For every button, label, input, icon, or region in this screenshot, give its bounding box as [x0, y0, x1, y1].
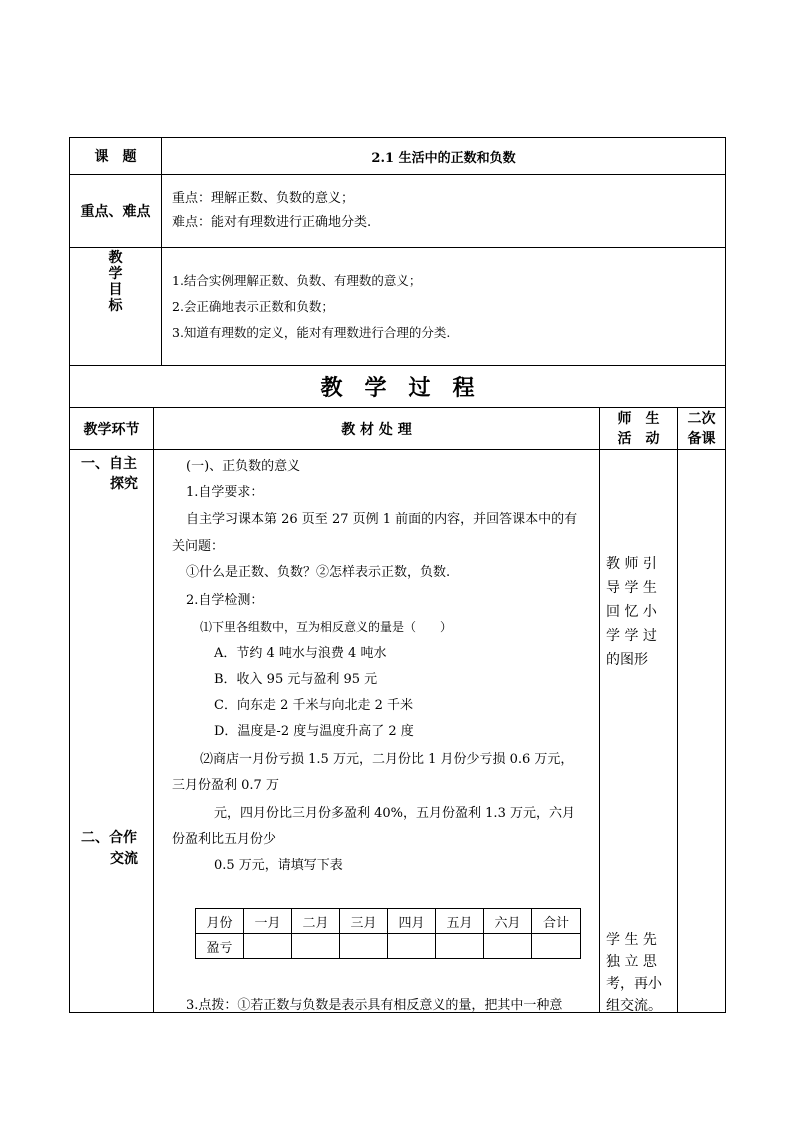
- topic-label: 课 题: [70, 138, 162, 175]
- goal-item: 3.知道有理数的定义，能对有理数进行合理的分类.: [172, 324, 451, 340]
- profit-value-cell[interactable]: [244, 934, 292, 959]
- q1: ⑴下里各组数中，互为相反意义的量是（ ）: [200, 620, 453, 634]
- activity1-line: 的图形: [606, 652, 648, 668]
- profit-header-cell: 月份: [196, 909, 244, 934]
- activity2: [606, 929, 672, 1017]
- profit-header-cell: 一月: [244, 909, 292, 934]
- header-table: [69, 137, 726, 366]
- req-text-1: 自主学习课本第 26 页至 27 页例 1 前面的内容，并回答课本中的有: [186, 512, 578, 527]
- col-prep: [678, 408, 726, 450]
- stage2-line2: 交流: [110, 851, 138, 867]
- q2-line3: 元，四月份比三月份多盈利 40%，五月份盈利 1.3 万元，六月: [214, 806, 575, 821]
- goal-label-char: 教: [108, 250, 123, 266]
- col-stage: 教学环节: [70, 408, 154, 450]
- q2-line4: 份盈利比五月份少: [172, 832, 277, 847]
- stage2-line1: 二、合作: [81, 830, 137, 846]
- q2-line5: 0.5 万元，请填写下表: [214, 858, 343, 873]
- profit-value-cell[interactable]: [436, 934, 484, 959]
- profit-row-label: 盈亏: [196, 934, 244, 959]
- goal-label-char: 学: [108, 266, 123, 282]
- q2-line1: ⑵商店一月份亏损 1.5 万元，二月份比 1 月份少亏损 0.6 万元，: [200, 752, 574, 767]
- questions: ①什么是正数、负数？②怎样表示正数，负数.: [186, 565, 451, 580]
- col-activity-line: 活 动: [617, 430, 660, 447]
- option-c: C．向东走 2 千米与向北走 2 千米: [214, 698, 414, 713]
- activity1-line: 回 忆 小: [606, 604, 657, 620]
- profit-header-cell: 五月: [436, 909, 484, 934]
- q2-line2: 三月份盈利 0.7 万: [172, 778, 279, 793]
- topic-value: 2.1 生活中的正数和负数: [162, 138, 726, 175]
- profit-value-cell[interactable]: [292, 934, 340, 959]
- goal-label-char: 目: [108, 282, 123, 298]
- activity1-line: 教 师 引: [606, 556, 657, 572]
- goal-item: 1.结合实例理解正数、负数、有理数的意义；: [172, 272, 422, 288]
- profit-table: [195, 908, 581, 959]
- activity2-line: 学 生 先: [606, 932, 657, 948]
- activity1-line: 导 学 生: [606, 580, 657, 596]
- req-text-2: 关问题：: [172, 539, 225, 554]
- col-prep-line: 备课: [687, 430, 716, 447]
- difficult-point: 难点：能对有理数进行正确地分类.: [172, 215, 372, 230]
- prep-cell: [678, 450, 726, 1013]
- key-points-cell: [162, 175, 726, 248]
- check-title: 2.自学检测：: [186, 593, 264, 608]
- key-label: 重点、难点: [70, 175, 162, 248]
- profit-value-cell[interactable]: [388, 934, 436, 959]
- goal-item: 2.会正确地表示正数和负数；: [172, 298, 334, 314]
- col-prep-line: 二次: [687, 410, 716, 427]
- goal-label-cell: [70, 248, 162, 366]
- profit-header-cell: 二月: [292, 909, 340, 934]
- key-point: 重点：理解正数、负数的意义；: [172, 191, 355, 206]
- profit-header-cell: 合计: [532, 909, 581, 934]
- activity2-line: 组交流。: [606, 998, 662, 1014]
- col-content: 教 材 处 理: [154, 408, 600, 450]
- activity1-line: 学 学 过: [606, 628, 657, 644]
- activity2-line: 独 立 思: [606, 954, 657, 970]
- process-title: 教 学 过 程: [70, 366, 726, 408]
- profit-header-cell: 三月: [340, 909, 388, 934]
- activity1: [606, 552, 672, 672]
- stage1-line2: 探究: [110, 476, 138, 492]
- profit-value-cell[interactable]: [532, 934, 581, 959]
- stage1-line1: 一、自主: [81, 456, 137, 472]
- profit-value-cell[interactable]: [484, 934, 532, 959]
- stage-cell: [70, 450, 154, 1013]
- col-activity-line: 师 生: [617, 410, 660, 427]
- activity2-line: 考，再小: [606, 976, 662, 992]
- profit-value-cell[interactable]: [340, 934, 388, 959]
- profit-header-cell: 六月: [484, 909, 532, 934]
- option-a: A．节约 4 吨水与浪费 4 吨水: [214, 646, 387, 661]
- goals-cell: [162, 248, 726, 366]
- profit-header-cell: 四月: [388, 909, 436, 934]
- tip: 3.点拨：①若正数与负数是表示具有相反意义的量，把其中一种意: [186, 998, 563, 1013]
- option-b: B．收入 95 元与盈利 95 元: [214, 672, 378, 687]
- goal-label-char: 标: [108, 298, 123, 314]
- section-title: (一)、正负数的意义: [186, 459, 301, 474]
- goal-label: [108, 250, 124, 314]
- option-d: D．温度是-2 度与温度升高了 2 度: [214, 724, 414, 739]
- col-activity: [600, 408, 678, 450]
- req-title: 1.自学要求：: [186, 485, 264, 500]
